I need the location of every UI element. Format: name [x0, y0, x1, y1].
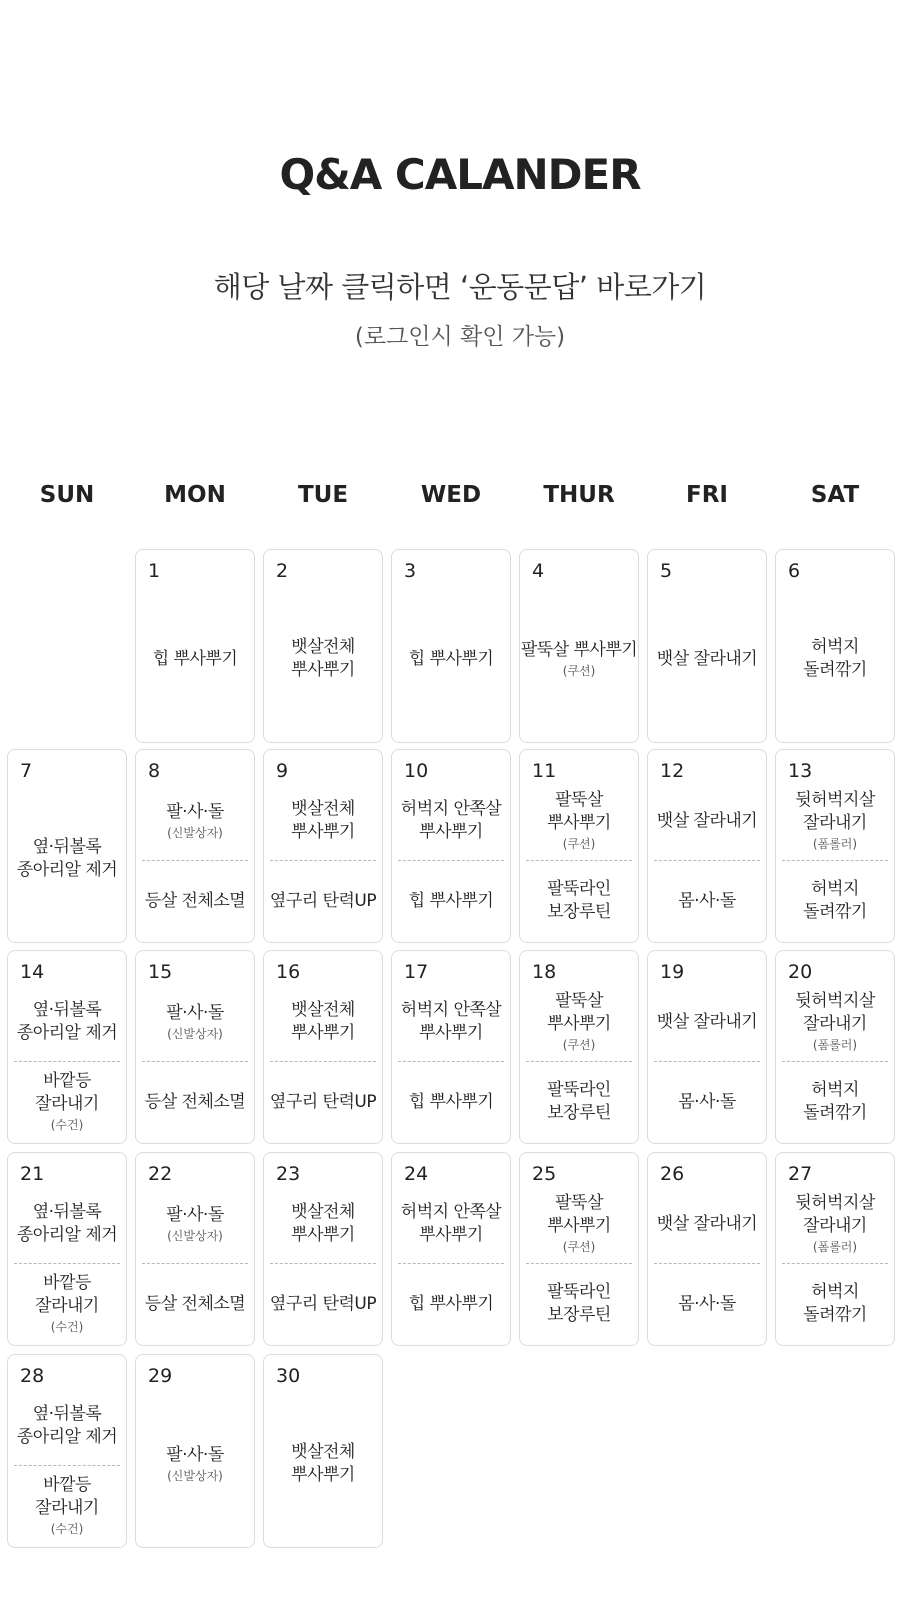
workout-secondary: [520, 1263, 638, 1345]
day-number: 11: [532, 760, 557, 782]
workout-label: 옆·뒤볼록: [32, 1404, 102, 1424]
calendar-day-11[interactable]: [519, 749, 639, 943]
calendar-day-26[interactable]: [647, 1152, 767, 1346]
workout-label: 뒷허벅지살: [795, 1193, 875, 1213]
workout-primary: [776, 584, 894, 734]
workout-label: 팔뚝라인: [547, 1080, 611, 1100]
equipment-note: (수건): [50, 1118, 84, 1132]
login-note: (로그인시 확인 가능): [354, 324, 566, 350]
calendar-day-16[interactable]: [263, 950, 383, 1144]
calendar-day-3[interactable]: [391, 549, 511, 743]
workout-label: 등살 전체소멸: [144, 1091, 246, 1112]
calendar-day-22[interactable]: [135, 1152, 255, 1346]
workout-label: 바깥등: [43, 1273, 91, 1293]
weekday-mon: MON: [164, 482, 226, 508]
workout-label: 잘라내기: [35, 1498, 99, 1518]
workout-secondary: [264, 860, 382, 942]
calendar-day-20[interactable]: [775, 950, 895, 1144]
workout-label: 종아리알 제거: [16, 1023, 118, 1043]
workout-primary: [520, 1187, 638, 1261]
workout-label: 돌려깎기: [803, 1103, 867, 1123]
workout-secondary: [392, 1263, 510, 1345]
workout-label: 뱃살전체: [291, 1442, 355, 1462]
workout-primary: [776, 985, 894, 1059]
workout-label: 돌려깎기: [803, 1305, 867, 1325]
day-number: 26: [660, 1163, 685, 1185]
workout-label: 뿌사뿌기: [547, 813, 611, 833]
workout-label: 옆·뒤볼록: [32, 837, 102, 857]
workout-label: 몸·사·돌: [678, 1091, 736, 1112]
workout-primary: [8, 1389, 126, 1463]
workout-label: 힙 뿌사뿌기: [408, 890, 494, 911]
workout-label: 뿌사뿌기: [419, 822, 483, 842]
workout-label: 뱃살 잘라내기: [656, 810, 758, 831]
calendar-day-30[interactable]: [263, 1354, 383, 1548]
workout-label: 옆구리 탄력UP: [269, 1293, 377, 1314]
day-number: 23: [276, 1163, 301, 1185]
workout-secondary: [8, 1061, 126, 1143]
workout-label: 몸·사·돌: [678, 1293, 736, 1314]
weekday-fri: FRI: [686, 482, 728, 508]
day-number: 12: [660, 760, 685, 782]
workout-label: 힙 뿌사뿌기: [408, 1091, 494, 1112]
day-number: 17: [404, 961, 429, 983]
workout-label: 종아리알 제거: [16, 1225, 118, 1245]
workout-label: 뿌사뿌기: [547, 1014, 611, 1034]
workout-label: 뿌사뿌기: [419, 1023, 483, 1043]
calendar-day-21[interactable]: [7, 1152, 127, 1346]
workout-label: 팔뚝라인: [547, 879, 611, 899]
calendar-day-23[interactable]: [263, 1152, 383, 1346]
workout-label: 뿌사뿌기: [419, 1225, 483, 1245]
workout-primary: [392, 985, 510, 1059]
workout-label: 허벅지: [811, 637, 859, 657]
workout-label: 허벅지: [811, 879, 859, 899]
equipment-note: (수건): [50, 1522, 84, 1536]
workout-label: 등살 전체소멸: [144, 1293, 246, 1314]
workout-label: 팔뚝살 뿌사뿌기: [520, 639, 638, 660]
workout-label: 종아리알 제거: [16, 1427, 118, 1447]
workout-secondary: [264, 1061, 382, 1143]
workout-label: 잘라내기: [803, 1216, 867, 1236]
workout-secondary: [648, 860, 766, 942]
workout-label: 옆·뒤볼록: [32, 1000, 102, 1020]
calendar-day-10[interactable]: [391, 749, 511, 943]
workout-primary: [520, 584, 638, 734]
workout-label: 허벅지 안쪽살: [400, 1202, 502, 1222]
page-title: Q&A CALANDER: [279, 150, 641, 199]
workout-primary: [136, 584, 254, 734]
calendar-day-8[interactable]: [135, 749, 255, 943]
workout-primary: [392, 1187, 510, 1261]
workout-label: 팔·사·돌: [166, 1002, 224, 1023]
workout-label: 바깥등: [43, 1071, 91, 1091]
day-number: 8: [148, 760, 161, 782]
workout-label: 허벅지: [811, 1282, 859, 1302]
equipment-note: (쿠션): [562, 1038, 596, 1052]
workout-label: 돌려깎기: [803, 660, 867, 680]
calendar-day-19[interactable]: [647, 950, 767, 1144]
workout-label: 팔뚝라인: [547, 1282, 611, 1302]
workout-primary: [392, 784, 510, 858]
equipment-note: (폼롤러): [812, 837, 858, 851]
page-subtitle: 해당 날짜 클릭하면 ‘운동문답’ 바로가기: [213, 270, 707, 304]
workout-label: 뱃살전체: [291, 1000, 355, 1020]
workout-secondary: [136, 1263, 254, 1345]
equipment-note: (쿠션): [562, 837, 596, 851]
day-number: 21: [20, 1163, 45, 1185]
workout-label: 뱃살전체: [291, 1202, 355, 1222]
calendar-day-2[interactable]: [263, 549, 383, 743]
workout-secondary: [776, 1263, 894, 1345]
day-number: 24: [404, 1163, 429, 1185]
workout-label: 허벅지 안쪽살: [400, 799, 502, 819]
calendar-day-29[interactable]: [135, 1354, 255, 1548]
workout-label: 옆구리 탄력UP: [269, 890, 377, 911]
day-number: 20: [788, 961, 813, 983]
day-number: 6: [788, 560, 801, 582]
equipment-note: (신발상자): [167, 1468, 223, 1483]
workout-primary: [136, 1187, 254, 1261]
workout-label: 팔뚝살: [555, 790, 603, 810]
calendar-day-18[interactable]: [519, 950, 639, 1144]
workout-label: 종아리알 제거: [16, 860, 118, 880]
workout-primary: [264, 985, 382, 1059]
workout-primary: [648, 584, 766, 734]
workout-label: 옆구리 탄력UP: [269, 1091, 377, 1112]
calendar-day-27[interactable]: [775, 1152, 895, 1346]
workout-primary: [264, 1187, 382, 1261]
workout-label: 돌려깎기: [803, 902, 867, 922]
workout-label: 팔·사·돌: [166, 1204, 224, 1225]
workout-label: 몸·사·돌: [678, 890, 736, 911]
workout-label: 팔뚝살: [555, 1193, 603, 1213]
workout-label: 뿌사뿌기: [291, 1023, 355, 1043]
workout-primary: [264, 784, 382, 858]
workout-label: 힙 뿌사뿌기: [152, 648, 238, 669]
workout-label: 뒷허벅지살: [795, 790, 875, 810]
workout-label: 허벅지 안쪽살: [400, 1000, 502, 1020]
workout-primary: [648, 1187, 766, 1261]
day-number: 9: [276, 760, 289, 782]
workout-label: 뱃살전체: [291, 799, 355, 819]
calendar-day-4[interactable]: [519, 549, 639, 743]
calendar-day-1[interactable]: [135, 549, 255, 743]
weekday-thu: THUR: [543, 482, 615, 508]
workout-label: 팔·사·돌: [166, 801, 224, 822]
calendar-day-5[interactable]: [647, 549, 767, 743]
calendar-day-12[interactable]: [647, 749, 767, 943]
workout-label: 등살 전체소멸: [144, 890, 246, 911]
workout-label: 힙 뿌사뿌기: [408, 648, 494, 669]
day-number: 2: [276, 560, 289, 582]
workout-secondary: [8, 1465, 126, 1547]
workout-label: 팔뚝살: [555, 991, 603, 1011]
day-number: 5: [660, 560, 673, 582]
workout-label: 잘라내기: [35, 1094, 99, 1114]
equipment-note: (신발상자): [167, 1026, 223, 1041]
workout-primary: [392, 584, 510, 734]
workout-label: 허벅지: [811, 1080, 859, 1100]
equipment-note: (폼롤러): [812, 1240, 858, 1254]
workout-secondary: [8, 1263, 126, 1345]
workout-primary: [520, 784, 638, 858]
workout-secondary: [392, 860, 510, 942]
calendar-day-14[interactable]: [7, 950, 127, 1144]
workout-label: 뿌사뿌기: [291, 660, 355, 680]
calendar-day-6[interactable]: [775, 549, 895, 743]
workout-label: 보장루틴: [547, 902, 611, 922]
day-number: 15: [148, 961, 173, 983]
workout-label: 잘라내기: [35, 1296, 99, 1316]
workout-secondary: [520, 860, 638, 942]
workout-label: 잘라내기: [803, 1014, 867, 1034]
calendar-day-9[interactable]: [263, 749, 383, 943]
day-number: 27: [788, 1163, 813, 1185]
workout-primary: [776, 1187, 894, 1261]
workout-secondary: [776, 860, 894, 942]
workout-label: 뿌사뿌기: [291, 1225, 355, 1245]
equipment-note: (신발상자): [167, 825, 223, 840]
day-number: 13: [788, 760, 813, 782]
workout-secondary: [136, 1061, 254, 1143]
workout-label: 뿌사뿌기: [291, 822, 355, 842]
day-number: 28: [20, 1365, 45, 1387]
workout-primary: [264, 584, 382, 734]
workout-label: 뱃살 잘라내기: [656, 1011, 758, 1032]
workout-secondary: [648, 1263, 766, 1345]
workout-secondary: [136, 860, 254, 942]
equipment-note: (수건): [50, 1320, 84, 1334]
calendar-day-7[interactable]: [7, 749, 127, 943]
day-number: 29: [148, 1365, 173, 1387]
workout-primary: [8, 1187, 126, 1261]
workout-label: 보장루틴: [547, 1103, 611, 1123]
workout-primary: [8, 985, 126, 1059]
workout-primary: [648, 784, 766, 858]
weekday-sat: SAT: [810, 482, 860, 508]
workout-primary: [136, 784, 254, 858]
workout-secondary: [776, 1061, 894, 1143]
workout-label: 바깥등: [43, 1475, 91, 1495]
workout-primary: [648, 985, 766, 1059]
calendar-day-24[interactable]: [391, 1152, 511, 1346]
calendar-day-17[interactable]: [391, 950, 511, 1144]
calendar-day-15[interactable]: [135, 950, 255, 1144]
workout-label: 잘라내기: [803, 813, 867, 833]
workout-secondary: [264, 1263, 382, 1345]
workout-label: 힙 뿌사뿌기: [408, 1293, 494, 1314]
workout-secondary: [648, 1061, 766, 1143]
day-number: 18: [532, 961, 557, 983]
workout-secondary: [392, 1061, 510, 1143]
day-number: 22: [148, 1163, 173, 1185]
day-number: 14: [20, 961, 45, 983]
workout-primary: [264, 1389, 382, 1539]
day-number: 3: [404, 560, 417, 582]
equipment-note: (쿠션): [562, 1240, 596, 1254]
workout-label: 뿌사뿌기: [291, 1465, 355, 1485]
day-number: 16: [276, 961, 301, 983]
day-number: 1: [148, 560, 161, 582]
weekday-wed: WED: [420, 482, 482, 508]
equipment-note: (쿠션): [562, 663, 596, 678]
workout-label: 뱃살 잘라내기: [656, 1213, 758, 1234]
equipment-note: (신발상자): [167, 1228, 223, 1243]
workout-primary: [136, 1389, 254, 1539]
calendar-day-28[interactable]: [7, 1354, 127, 1548]
calendar-day-25[interactable]: [519, 1152, 639, 1346]
workout-label: 뱃살 잘라내기: [656, 648, 758, 669]
workout-label: 팔·사·돌: [166, 1444, 224, 1465]
weekday-sun: SUN: [39, 482, 95, 508]
day-number: 30: [276, 1365, 301, 1387]
day-number: 19: [660, 961, 685, 983]
workout-primary: [136, 985, 254, 1059]
workout-label: 뿌사뿌기: [547, 1216, 611, 1236]
equipment-note: (폼롤러): [812, 1038, 858, 1052]
day-number: 4: [532, 560, 545, 582]
workout-label: 뒷허벅지살: [795, 991, 875, 1011]
workout-primary: [776, 784, 894, 858]
workout-primary: [8, 784, 126, 934]
workout-label: 보장루틴: [547, 1305, 611, 1325]
weekday-tue: TUE: [297, 482, 349, 508]
calendar-day-13[interactable]: [775, 749, 895, 943]
workout-secondary: [520, 1061, 638, 1143]
workout-primary: [520, 985, 638, 1059]
day-number: 7: [20, 760, 33, 782]
workout-label: 옆·뒤볼록: [32, 1202, 102, 1222]
day-number: 10: [404, 760, 429, 782]
workout-label: 뱃살전체: [291, 637, 355, 657]
day-number: 25: [532, 1163, 557, 1185]
